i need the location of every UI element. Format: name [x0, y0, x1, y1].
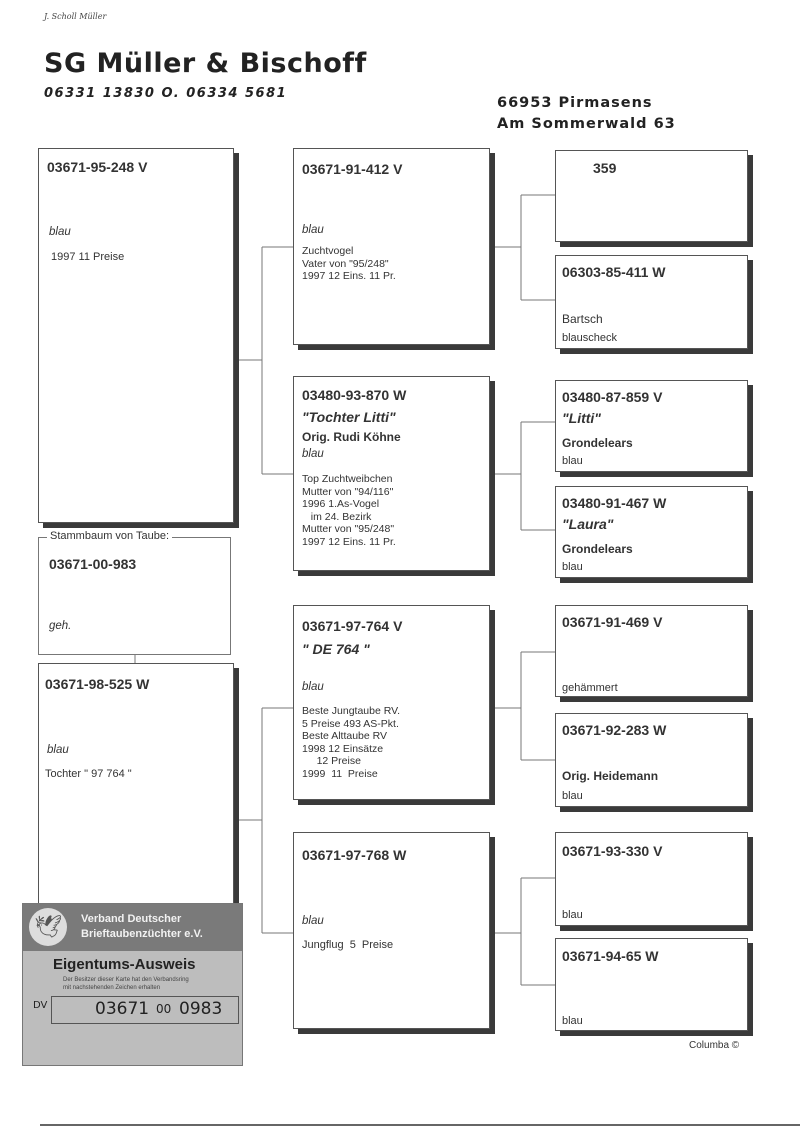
signature: J. Scholl Müller [44, 12, 107, 21]
bird-color: gehämmert [562, 682, 618, 694]
great-grandparent-card-7 [555, 832, 748, 926]
bird-notes: Zuchtvogel Vater von "95/248" 1997 12 Eins. 11 Pr. [302, 245, 396, 283]
bird-name: "Tochter Litti" [302, 409, 396, 425]
bird-color: blau [302, 915, 324, 927]
bird-name: "Litti" [562, 410, 601, 426]
bird-color: blauscheck [562, 332, 618, 344]
breeder-title: SG Müller & Bischoff [44, 48, 367, 79]
stamp-year: 00 [156, 1002, 172, 1016]
bird-color: blau [562, 561, 583, 573]
great-grandparent-card-5 [555, 605, 748, 697]
ring-number: 03671-97-764 V [302, 618, 403, 634]
sire-sire-card [293, 148, 490, 345]
bird-origin: Grondelears [562, 436, 633, 450]
ring-number: 03671-93-330 V [562, 843, 663, 859]
bird-name: "Laura" [562, 516, 614, 532]
ring-number: 03671-94-65 W [562, 948, 659, 964]
subject-bird-card [38, 148, 234, 523]
great-grandparent-card-1 [555, 150, 748, 242]
dove-logo-icon: 🕊 [29, 908, 67, 946]
great-grandparent-card-6 [555, 713, 748, 807]
ring-number: 06303-85-411 W [562, 264, 666, 280]
bird-color: blau [562, 909, 583, 921]
great-grandparent-card-3 [555, 380, 748, 472]
great-grandparent-card-8 [555, 938, 748, 1031]
stamp-title: Eigentums-Ausweis [53, 956, 196, 973]
sire-dam-card [293, 376, 490, 571]
bird-color: blau [302, 224, 324, 236]
bird-color: blau [302, 448, 324, 460]
bird-note: 1997 11 Preise [51, 251, 125, 263]
bird-color: blau [562, 455, 583, 467]
ring-number: 03671-91-412 V [302, 161, 403, 177]
ring-number: 03671-00-983 [49, 556, 137, 572]
stamp-club: 03671 [95, 999, 150, 1019]
address-street: Am Sommerwald 63 [497, 116, 676, 132]
ring-number: 03480-91-467 W [562, 495, 667, 511]
bird-notes: Top Zuchtweibchen Mutter von "94/116" 1996 1.As-Vogel im 24. Bezirk Mutter von "95/248" 1997 12 Eins. 11 Pr. [302, 473, 396, 548]
bird-origin: Orig. Rudi Köhne [302, 430, 401, 444]
phone-numbers: 06331 13830 O. 06334 5681 [44, 86, 288, 101]
ring-number: 03671-97-768 W [302, 847, 407, 863]
software-credit: Columba © [689, 1040, 740, 1051]
bird-color: geh. [49, 620, 72, 632]
pedigree-id-box [38, 530, 231, 655]
bird-notes: Beste Jungtaube RV. 5 Preise 493 AS-Pkt. Beste Alttaube RV 1998 12 Einsätze 12 Preise 1999 11 Preise [302, 705, 401, 780]
bird-color: blau [562, 790, 583, 802]
bird-origin: Orig. Heidemann [562, 769, 659, 783]
dam-dam-card [293, 832, 490, 1029]
ring-number: 359 [593, 160, 617, 176]
stamp-small-text: Der Besitzer dieser Karte hat den Verbandsring [63, 977, 189, 983]
dam-card [38, 663, 234, 908]
great-grandparent-card-4 [555, 486, 748, 578]
ring-number: 03671-98-525 W [45, 676, 150, 692]
bird-color: blau [47, 744, 69, 756]
pedigree-label: Stammbaum von Taube: [47, 530, 172, 542]
bird-origin: Bartsch [562, 312, 603, 326]
ring-number: 03671-92-283 W [562, 722, 667, 738]
stamp-small-text: mit nachstehenden Zeichen erhalten [63, 985, 161, 991]
great-grandparent-card-2 [555, 255, 748, 349]
dam-sire-card [293, 605, 490, 800]
bird-note: Jungflug 5 Preise [302, 939, 394, 951]
bird-color: blau [49, 226, 71, 238]
bird-color: blau [302, 681, 324, 693]
bird-origin: Grondelears [562, 542, 633, 556]
bottom-rule [40, 1124, 800, 1126]
bird-note: Tochter " 97 764 " [45, 768, 132, 780]
ring-number: 03480-93-870 W [302, 387, 407, 403]
bird-color: blau [562, 1015, 583, 1027]
ownership-card-stamp [22, 903, 243, 1066]
stamp-org-line2: Brieftaubenzüchter e.V. [81, 928, 203, 940]
bird-name: " DE 764 " [302, 641, 370, 657]
address-city: 66953 Pirmasens [497, 95, 653, 111]
stamp-number: 0983 [179, 999, 223, 1019]
stamp-prefix: DV [33, 1000, 48, 1011]
stamp-org-line1: Verband Deutscher [81, 913, 182, 925]
ring-number: 03480-87-859 V [562, 389, 663, 405]
ring-number: 03671-95-248 V [47, 159, 148, 175]
stamp-header [23, 904, 242, 951]
ring-number: 03671-91-469 V [562, 614, 663, 630]
